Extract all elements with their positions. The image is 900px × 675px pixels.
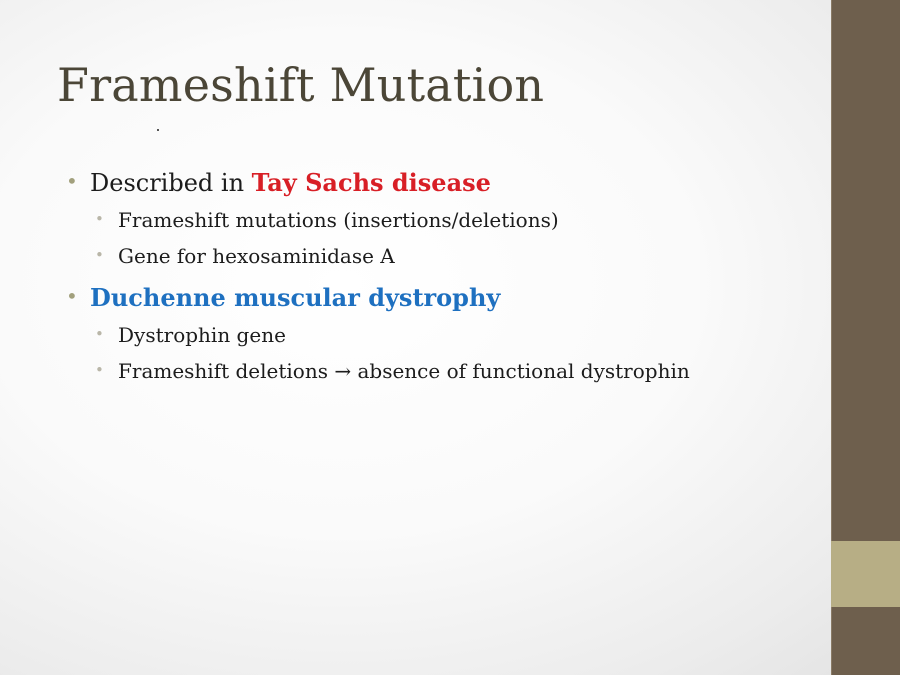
highlight-duchenne: Duchenne muscular dystrophy — [90, 283, 501, 312]
sidebar-accent-block — [831, 541, 900, 607]
bullet-prefix: Described in — [90, 169, 252, 197]
bullet-dot-icon: • — [95, 325, 104, 343]
highlight-tay-sachs: Tay Sachs disease — [251, 168, 491, 197]
sub-bullet-dystrophin-gene — [95, 323, 286, 347]
stray-dot — [157, 129, 159, 131]
sub-bullet-frameshift-mutations — [95, 208, 559, 232]
sub-bullet-hexosaminidase — [95, 244, 395, 268]
sub-bullet-text: Frameshift mutations (insertions/deletions) — [118, 208, 559, 232]
bullet-dot-icon: • — [66, 169, 78, 193]
sub-bullet-text: Dystrophin gene — [118, 323, 286, 347]
bullet-dot-icon: • — [95, 210, 104, 228]
bullet-duchenne — [66, 283, 500, 312]
sub-bullet-frameshift-deletions — [95, 359, 690, 383]
sub-bullet-text: Gene for hexosaminidase A — [118, 244, 395, 268]
bullet-tay-sachs — [66, 168, 491, 197]
bullet-dot-icon: • — [95, 361, 104, 379]
slide-title: Frameshift Mutation — [57, 58, 545, 112]
bullet-dot-icon: • — [66, 284, 78, 308]
bullet-dot-icon: • — [95, 246, 104, 264]
sub-bullet-text: Frameshift deletions → absence of functional dystrophin — [118, 359, 690, 383]
